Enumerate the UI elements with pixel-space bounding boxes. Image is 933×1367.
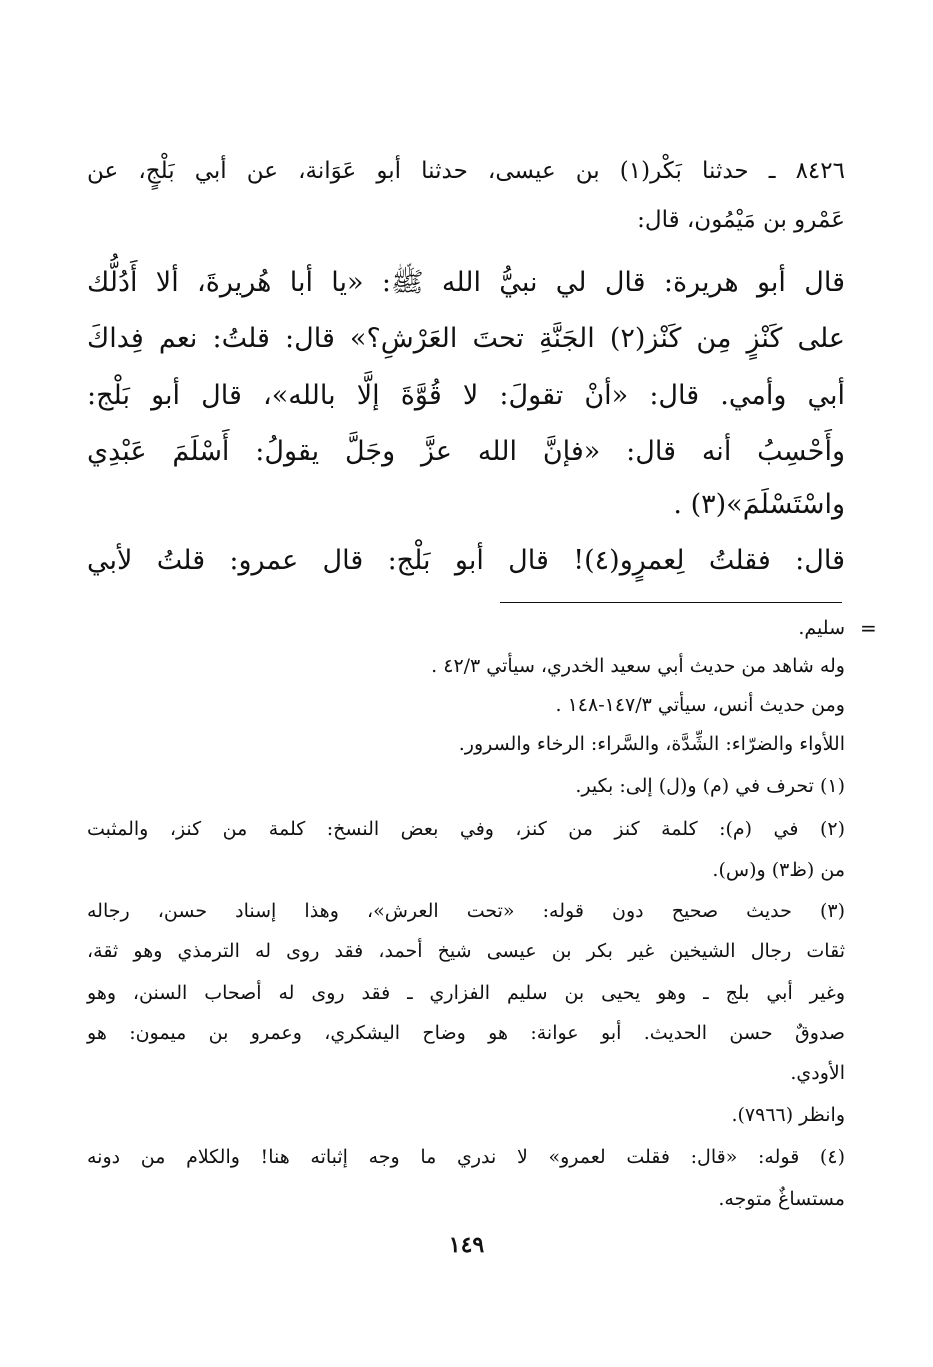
footnote-3-line-2: ثقات رجال الشيخين غير بكر بن عيسى شيخ أحمد، فقد روى له الترمذي وهو ثقة، (87, 940, 845, 962)
hadith-intro-line-1: ٨٤٢٦ ـ حدثنا بَكْر(١) بن عيسى، حدثنا أبو عَوَانة، عن أبي بَلْجٍ، عن (87, 158, 845, 184)
footnote-3-line-3: وغير أبي بلج ـ وهو يحيى بن سليم الفزاري ـ فقد روى له أصحاب السنن، وهو (87, 982, 845, 1004)
hadith-body-line-4: وأَحْسِبُ أنه قال: «فإنَّ الله عزَّ وجَلَّ يقولُ: أَسْلَمَ عَبْدِي (87, 436, 845, 467)
footnote-line-1: سليم. (798, 617, 845, 639)
hadith-body-line-5: واسْتَسْلَمَ»(٣) . (673, 489, 845, 520)
footnote-3-line-1: (٣) حديث صحيح دون قوله: «تحت العرش»، وهذا إسناد حسن، رجاله (87, 900, 845, 922)
footnote-4-line-1: (٤) قوله: «قال: فقلت لعمرو» لا ندري ما وجه إثباته هنا! والكلام من دونه (87, 1146, 845, 1168)
footnote-separator (500, 602, 842, 603)
hadith-body-line-1: قال أبو هريرة: قال لي نبيُّ الله ﷺ: «يا أبا هُريرةَ، ألا أَدُلُّك (87, 267, 845, 298)
footnote-3-line-5: الأودي. (790, 1062, 845, 1084)
footnote-3-line-4: صدوقٌ حسن الحديث. أبو عوانة: هو وضاح اليشكري، وعمرو بن ميمون: هو (87, 1022, 845, 1044)
hadith-body-line-2: على كَنْزٍ مِن كَنْز(٢) الجَنَّةِ تحتَ العَرْشِ؟» قال: قلتُ: نعم فِداكَ (87, 323, 846, 354)
footnote-3-line-6: وانظر (٧٩٦٦). (731, 1104, 845, 1126)
hadith-intro-line-2: عَمْرو بن مَيْمُون، قال: (637, 207, 845, 233)
footnote-2-line-1: (٢) في (م): كلمة كنز من كنز، وفي بعض النسخ: كلمة من كنز، والمثبت (87, 818, 845, 840)
hadith-body-line-3: أبي وأمي. قال: «أنْ تقولَ: لا قُوَّةَ إلَّا بالله»، قال أبو بَلْج: (87, 380, 845, 411)
footnote-line-4: اللأواء والضرّاء: الشِّدَّة، والسَّراء: الرخاء والسرور. (458, 733, 845, 755)
footnote-2-line-2: من (ظ٣) و(س). (712, 859, 845, 881)
hadith-last-line: قال: فقلتُ لِعمرٍو(٤)! قال أبو بَلْج: قال عمرو: قلتُ لأبي (87, 545, 846, 576)
footnote-line-3: ومن حديث أنس، سيأتي ١٤٧/٣-١٤٨ . (555, 694, 845, 716)
footnote-1: (١) تحرف في (م) و(ل) إلى: بكير. (575, 775, 845, 797)
page-number: ١٤٩ (448, 1232, 485, 1258)
footnote-4-line-2: مستساغٌ متوجه. (718, 1188, 845, 1210)
footnote-continuation-mark: = (860, 616, 877, 640)
footnote-line-2: وله شاهد من حديث أبي سعيد الخدري، سيأتي ٤٢/٣ . (431, 655, 845, 677)
